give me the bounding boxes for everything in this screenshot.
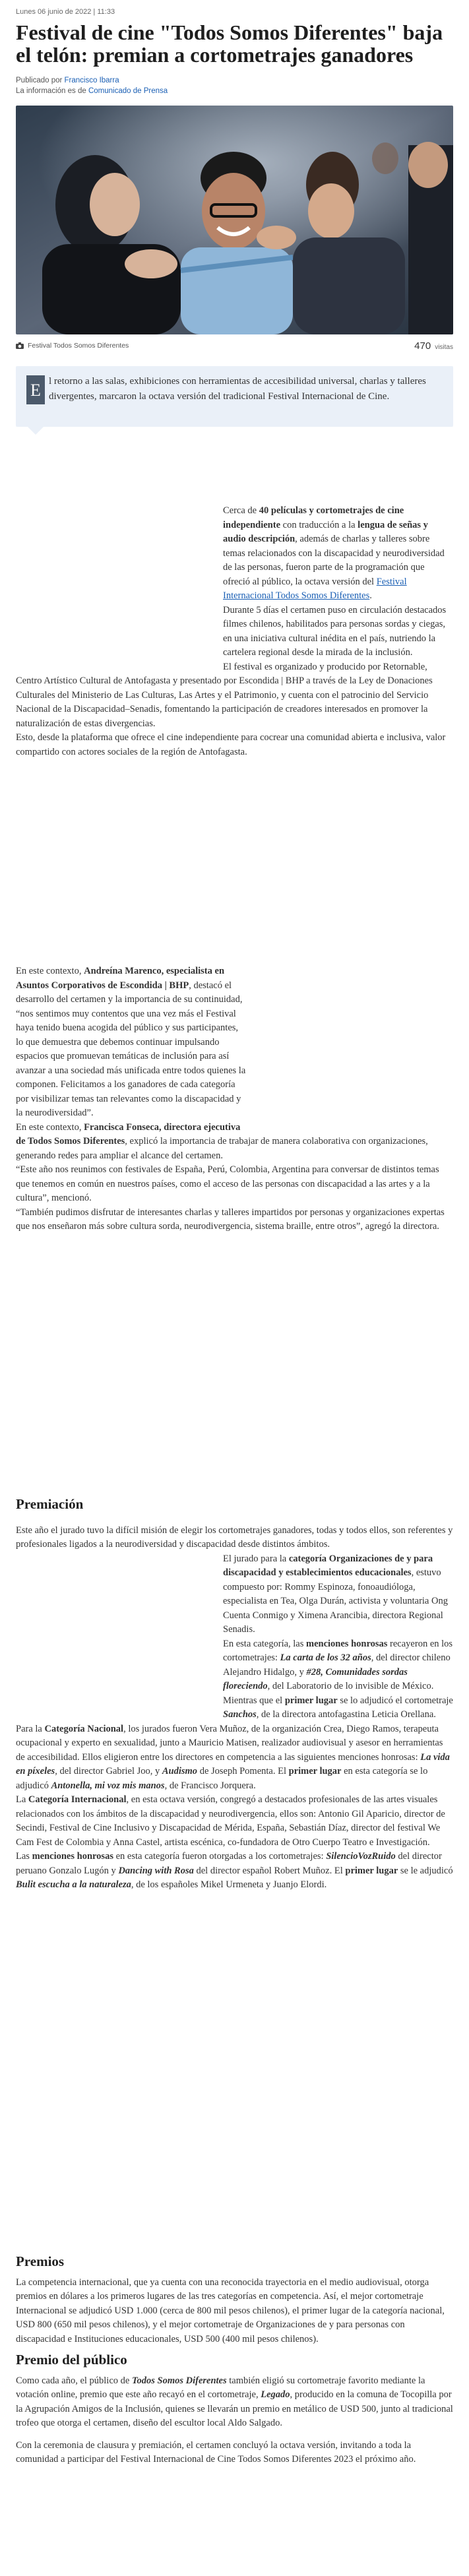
- paragraph-17: Con la ceremonia de clausura y premiación, el certamen concluyó la octava versión, invitando a toda la comunidad a participar del Festival Internacional de Cine Todos Somos Diferentes 2023 el próximo año.: [16, 2439, 416, 2465]
- paragraph-14: Las menciones honrosas en esta categoría fueron otorgadas a los cortometrajes: SilencioVozRuido del director peruano Gonzalo Lugón y Dancing with Rosa del director español Robert Muñoz. El primer lugar se le adjudicó Bulit escucha a la naturaleza, de los españoles Mikel Urmeneta y Juanjo Elordi.: [16, 1851, 453, 1890]
- visits-count: 470: [414, 340, 431, 352]
- paragraph-11: En esta categoría, las menciones honrosas recayeron en los cortometrajes: La carta de los 32 años, del director chileno Alejandro Hidalgo, y #28, Comunidades sordas floreciendo, del Laboratorio de lo invisible de México. Mientras que el primer lugar se lo adjudicó el cortometraje Sanchos, de la directora antofagastina Leticia Orellana.: [223, 1638, 453, 1720]
- photo-caption: Festival Todos Somos Diferentes: [28, 342, 129, 350]
- byline: [16, 75, 453, 96]
- article-body-1: [16, 504, 453, 759]
- festival-link[interactable]: Festival Internacional Todos Somos Diferentes: [223, 576, 407, 601]
- paragraph-2: Durante 5 días el certamen puso en circulación destacados filmes chilenos, habilitados para personas sordas y ciegas, en una iniciativa cultural inédita en el país, nutriendo la cartelera regional desde la mirada de la inclusión.: [223, 604, 447, 658]
- summary-dropcap: E: [26, 375, 45, 404]
- hero-photo-illustration: [16, 106, 453, 334]
- paragraph-15: La competencia internacional, que ya cuenta con una reconocida trayectoria en el medio audiovisual, otorga premios en dólares a los primeros lugares de las tres categorías en competencia. Así, el mejor cortometraje Internacional se adjudicó USD 1.000 (cerca de 800 mil pesos chilenos), el primer lugar de la categoría nacional, USD 800 (650 mil pesos chilenos), y el mejor cortometraje de Organizaciones de y para personas con discapacidad e Instituciones educacionales, USD 500 (400 mil pesos chilenos).: [16, 2277, 445, 2344]
- paragraph-3: El festival es organizado y producido por Retornable, Centro Artístico Cultural de Antofagasta y presentado por Escondida | BHP a través de la Ley de Donaciones Culturales del Ministerio de Las Culturas, Las Artes y el Patrimonio, y cuenta con el patrocinio del Servicio Nacional de la Discapacidad–Senadis, fomentando la participación de creadores interesados en promover la naturalización de estas divergencias.: [16, 661, 433, 729]
- article-body-2: [16, 964, 453, 1234]
- ad-slot-1: [16, 504, 214, 669]
- photo-caption-row: [16, 340, 453, 352]
- publish-date: Lunes 06 junio de 2022 | 11:33: [16, 8, 115, 16]
- visits-label: visitas: [435, 343, 453, 351]
- paragraph-8: “También pudimos disfrutar de interesantes charlas y talleres impartidos por personas y organizaciones expertas que nos enseñaron más sobre cultura sorda, neurodivergencia, sistema braille, entre otros”, agregó la directora.: [16, 1207, 445, 1232]
- heading-premiacion: Premiación: [16, 1496, 84, 1512]
- paragraph-1: Cerca de 40 películas y cortometrajes de cine independiente con traducción a la lengua de señas y audio descripción, además de charlas y talleres sobre temas relacionados con la discapacidad y neurodiversidad de las personas, fueron parte de la programación que ofreció al público, la octava versión del Festival Internacional Todos Somos Diferentes.: [223, 505, 445, 601]
- paragraph-16: Como cada año, el público de Todos Somos Diferentes también eligió su cortometraje favorito mediante la votación online, premio que este año recayó en el cortometraje, Legado, producido en la comuna de Tocopilla por la Agrupación Amigos de la Inclusión, quienes se llevarán un premio en metálico de USD 500, junto al tradicional trofeo que otorga el certamen, diseño del escultor local Aldo Salgado.: [16, 2375, 453, 2428]
- source-link[interactable]: Comunicado de Prensa: [88, 87, 168, 95]
- paragraph-4: Esto, desde la plataforma que ofrece el cine independiente para cocrear una comunidad abierta e inclusiva, valor compartido con actores sociales de la región de Antofagasta.: [16, 732, 446, 757]
- article-body-3: [16, 1497, 453, 1893]
- heading-premio-publico: Premio del público: [16, 2352, 127, 2368]
- paragraph-12: Para la Categoría Nacional, los jurados fueron Vera Muñoz, de la organización Crea, Diego Ramos, terapeuta ocupacional y experto en sexualidad, junto a Mauricio Matisen, realizador audiovisual y asesor en herramientas de accesibilidad. Ellos eligieron entre los directores en competencia a las siguientes menciones honrosas: La vida en píxeles, del director Gabriel Joo, y Audismo de Joseph Pomenta. El primer lugar en esta categoría se lo adjudicó Antonella, mi voz mis manos, de Francisco Jorquera.: [16, 1723, 450, 1791]
- info-prefix: La información es de: [16, 87, 88, 95]
- author-link[interactable]: Francisco Ibarra: [64, 77, 119, 84]
- camera-icon: [16, 342, 24, 349]
- paragraph-7: “Este año nos reunimos con festivales de España, Perú, Colombia, Argentina para conversar de distintos temas que tenemos en común en nuestros países, como el acceso de las personas con discapacidad a las artes y a la cultura”, mencionó.: [16, 1164, 439, 1203]
- visits-counter: [414, 340, 453, 352]
- heading-premios: Premios: [16, 2253, 65, 2269]
- ad-slot-3: [16, 1552, 214, 1717]
- article-title: Festival de cine "Todos Somos Diferentes" baja el telón: premian a cortometrajes ganadores: [16, 20, 443, 67]
- paragraph-6: En este contexto, Francisca Fonseca, directora ejecutiva de Todos Somos Diferentes, explicó la importancia de trabajar de manera colaborativa con organizaciones, generando redes para ampliar el alcance del certamen.: [16, 1121, 428, 1161]
- paragraph-9: Este año el jurado tuvo la difícil misión de elegir los cortometrajes ganadores, todas y todos ellos, son referentes y profesionales ligados a la neurodiversidad y discapacidad desde distintos ámbitos.: [16, 1524, 453, 1550]
- published-prefix: Publicado por: [16, 77, 65, 84]
- ad-slot-2: [255, 964, 453, 1129]
- paragraph-10: El jurado para la categoría Organizaciones de y para discapacidad y establecimientos educacionales, estuvo compuesto por: Rommy Espinoza, fonoaudióloga, especialista en Tea, Olga Durán, activista y voluntaria Ong Cuenta Conmigo y Ximena Arancibia, directora Regional Senadis.: [223, 1553, 448, 1635]
- article-summary: [16, 366, 453, 427]
- hero-photo: [16, 106, 453, 334]
- article-body-4: [16, 2255, 453, 2467]
- paragraph-5: En este contexto, Andreína Marenco, especialista en Asuntos Corporativos de Escondida | BHP, destacó el desarrollo del certamen y la importancia de su continuidad, “nos sentimos muy contentos que una vez más el Festival haya tenido buena acogida del público y sus participantes, lo que demuestra que debemos continuar impulsando espacios que promuevan temáticas de inclusión para así avanzar a una sociedad más unificada entre todos quienes la componen. Felicitamos a los ganadores de cada categoría por visibilizar temas tan relevantes como la discapacidad y la neurodiversidad”.: [16, 966, 246, 1118]
- paragraph-13: La Categoría Internacional, en esta octava versión, congregó a destacados profesionales de las artes visuales relacionados con los ámbitos de la discapacidad y neurodivergencia, ellos son: Antonio Gil Aparicio, director de Secindi, Festival de Cine Inclusivo y Discapacidad de Mérida, España, Sebastián Díaz, director del festival We Cam Fest de Colombia y Anna Castel, artista escénica, co-fundadora de Otro Cuerpo Teatro e Investigación.: [16, 1794, 445, 1848]
- summary-text: l retorno a las salas, exhibiciones con herramientas de accesibilidad universal, charlas y talleres divergentes, marcaron la octava versión del tradicional Festival Internacional de Cine.: [49, 376, 426, 402]
- summary-tail: [28, 427, 44, 435]
